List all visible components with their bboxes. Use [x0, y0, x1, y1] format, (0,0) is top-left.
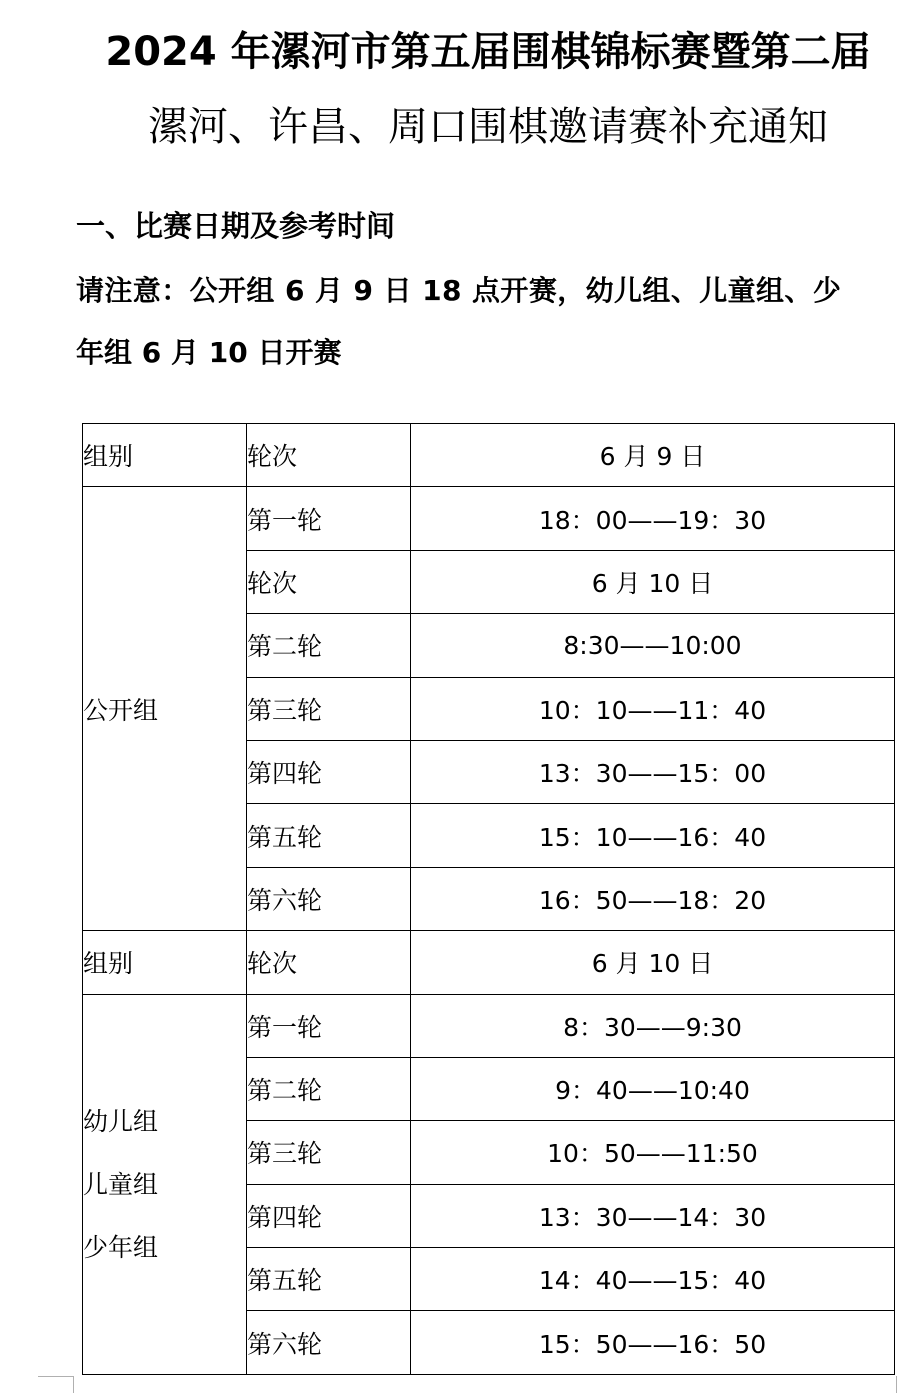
round-cell: 第六轮 — [247, 1311, 411, 1374]
round-cell: 第三轮 — [247, 1121, 411, 1184]
notice-line-1: 请注意：公开组 6 月 9 日 18 点开赛，幼儿组、儿童组、少 — [76, 274, 842, 307]
time-cell: 10：10——11：40 — [411, 677, 895, 740]
time-cell: 18：00——19：30 — [411, 487, 895, 550]
open-group-cell: 公开组 — [83, 487, 247, 931]
table-row — [83, 994, 895, 1057]
round-cell: 第二轮 — [247, 1057, 411, 1120]
schedule-table — [82, 423, 895, 1375]
time-cell: 8：30——9:30 — [411, 994, 895, 1057]
round-cell: 第三轮 — [247, 677, 411, 740]
round-cell: 第五轮 — [247, 804, 411, 867]
time-cell: 10：50——11:50 — [411, 1121, 895, 1184]
time-cell: 13：30——14：30 — [411, 1184, 895, 1247]
round-cell: 第六轮 — [247, 867, 411, 930]
round-cell: 第五轮 — [247, 1248, 411, 1311]
header-round-cell: 轮次 — [247, 424, 411, 487]
section-heading: 一、比赛日期及参考时间 — [76, 209, 396, 243]
youth-groups-cell — [83, 994, 247, 1374]
round-cell: 第四轮 — [247, 740, 411, 803]
notice-line-2: 年组 6 月 10 日开赛 — [76, 336, 342, 369]
round-cell: 第一轮 — [247, 487, 411, 550]
group-name-juniors: 少年组 — [83, 1232, 159, 1262]
time-cell: 14：40——15：40 — [411, 1248, 895, 1311]
document-title-line-2: 漯河、许昌、周口围棋邀请赛补充通知 — [148, 104, 828, 150]
round-cell: 第四轮 — [247, 1184, 411, 1247]
time-cell: 15：50——16：50 — [411, 1311, 895, 1374]
subheader-round-cell: 轮次 — [247, 550, 411, 613]
time-cell: 8:30——10:00 — [411, 614, 895, 677]
time-cell: 15：10——16：40 — [411, 804, 895, 867]
subheader-date-cell: 6 月 10 日 — [411, 550, 895, 613]
time-cell: 16：50——18：20 — [411, 867, 895, 930]
header-round-cell: 轮次 — [247, 931, 411, 994]
table-row — [83, 487, 895, 550]
header-date-cell: 6 月 10 日 — [411, 931, 895, 994]
page-corner-mark-right-vertical — [896, 1376, 897, 1393]
round-cell: 第一轮 — [247, 994, 411, 1057]
time-cell: 13：30——15：00 — [411, 740, 895, 803]
time-cell: 9：40——10:40 — [411, 1057, 895, 1120]
table-header-row — [83, 931, 895, 994]
header-date-cell: 6 月 9 日 — [411, 424, 895, 487]
round-cell: 第二轮 — [247, 614, 411, 677]
document-title-line-1: 2024 年漯河市第五届围棋锦标赛暨第二届 — [105, 29, 871, 75]
group-name-children: 儿童组 — [83, 1169, 159, 1199]
header-group-cell: 组别 — [83, 424, 247, 487]
header-group-cell: 组别 — [83, 931, 247, 994]
group-name-toddler: 幼儿组 — [83, 1106, 159, 1136]
table-header-row — [83, 424, 895, 487]
page-corner-mark-left-vertical — [73, 1376, 74, 1393]
page-corner-mark-left — [38, 1376, 73, 1377]
